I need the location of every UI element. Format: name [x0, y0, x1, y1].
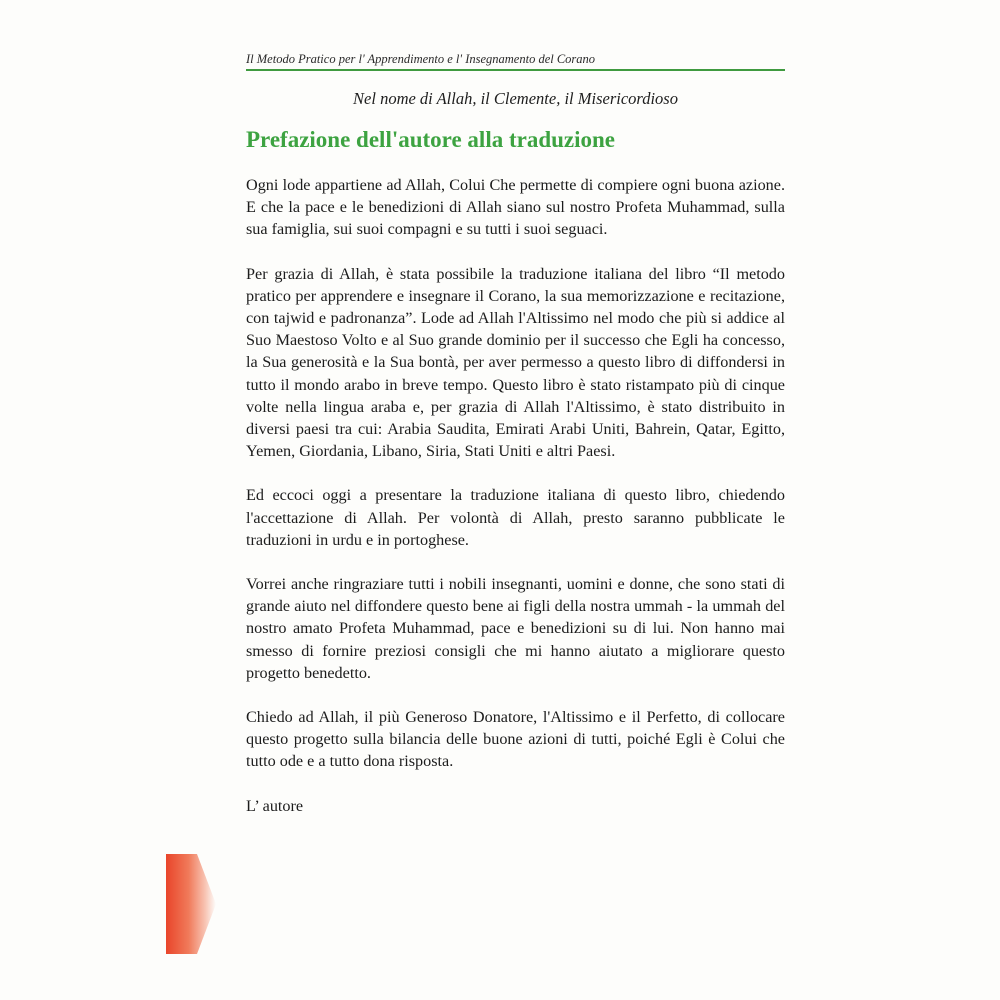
- paragraph-2: Per grazia di Allah, è stata possibile la traduzione italiana del libro “Il metodo pratico per apprendere e insegnare il Corano, la sua memorizzazione e recitazione, con tajwid e padronanza”. Lode ad Allah l'Altissimo nel modo che più si addice al Suo Maestoso Volto e al Suo grande dominio per il successo che Egli ha concesso, la Sua generosità e la Sua bontà, per aver permesso a questo libro di diffondersi in tutto il mondo arabo in breve tempo. Questo libro è stato ristampato più di cinque volte nella lingua araba e, per grazia di Allah l'Altissimo, è stato distribuito in diversi paesi tra cui: Arabia Saudita, Emirati Arabi Uniti, Bahrein, Qatar, Egitto, Yemen, Giordania, Libano, Siria, Stati Uniti e altri Paesi.: [246, 264, 785, 461]
- chapter-title: Prefazione dell'autore alla traduzione: [246, 127, 616, 152]
- author-signature: L’ autore: [246, 796, 304, 815]
- paragraph-3: Ed eccoci oggi a presentare la traduzione italiana di questo libro, chiedendo l'accettazione di Allah. Per volontà di Allah, presto saranno pubblicate le traduzioni in urdu e in portoghese.: [246, 486, 785, 549]
- header-rule: [246, 69, 785, 71]
- basmala: Nel nome di Allah, il Clemente, il Misericordioso: [353, 89, 678, 108]
- paragraph-4: Vorrei anche ringraziare tutti i nobili insegnanti, uomini e donne, che sono stati di grande aiuto nel diffondere questo bene ai figli della nostra ummah - la ummah del nostro amato Profeta Muhammad, pace e benedizioni su di lui. Non hanno mai smesso di fornire preziosi consigli che mi hanno aiutato a migliorare questo progetto benedetto.: [246, 575, 785, 682]
- page-edge-tab: [166, 854, 216, 954]
- paragraph-1: Ogni lode appartiene ad Allah, Colui Che permette di compiere ogni buona azione. E che la pace e le benedizioni di Allah siano sul nostro Profeta Muhammad, sulla sua famiglia, sui suoi compagni e su tutti i suoi seguaci.: [246, 176, 785, 239]
- body-text: [246, 174, 785, 817]
- running-header: Il Metodo Pratico per l' Apprendimento e l' Insegnamento del Corano: [246, 52, 596, 66]
- paragraph-5: Chiedo ad Allah, il più Generoso Donatore, l'Altissimo e il Perfetto, di collocare questo progetto sulla bilancia delle buone azioni di tutti, poiché Egli è Colui che tutto ode e a tutto dona risposta.: [246, 708, 785, 771]
